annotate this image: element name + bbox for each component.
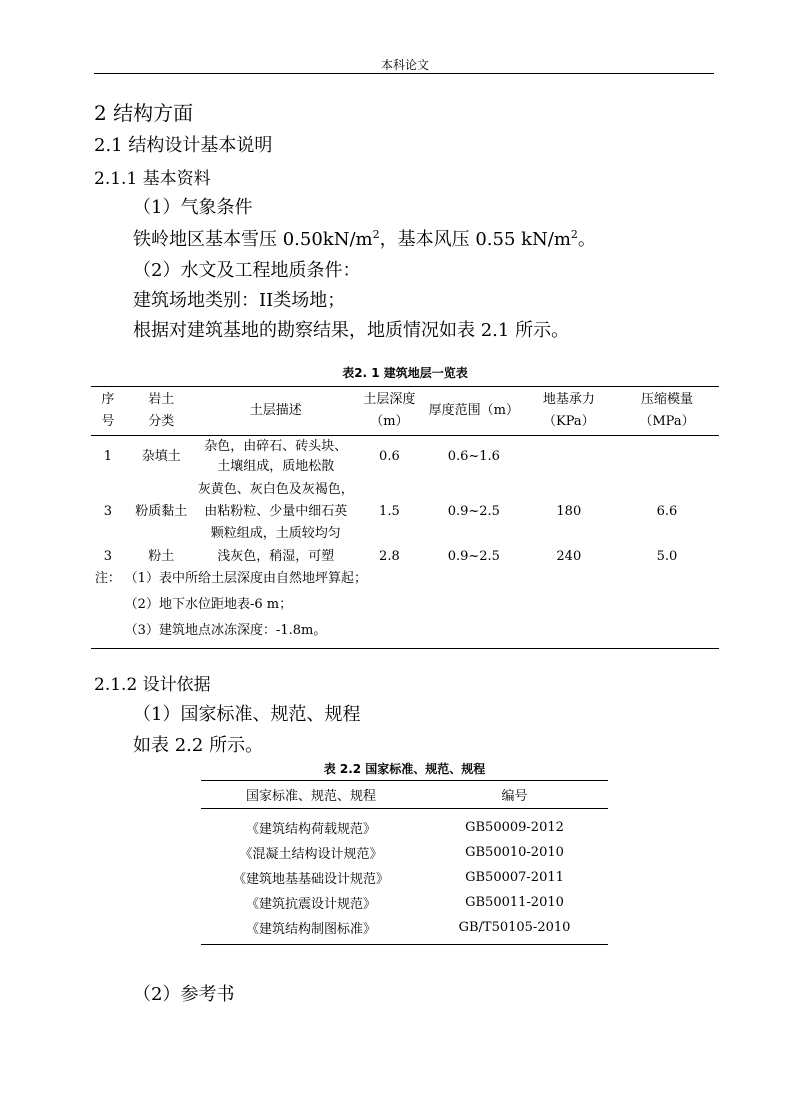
- cell-standard-code: GB50009-2012: [465, 820, 564, 835]
- paragraph-weather: （1）气象条件: [133, 197, 253, 218]
- cell-no: 3: [103, 549, 112, 564]
- col-header-no: 序 号: [91, 387, 125, 436]
- cell-soil: 粉土: [148, 549, 175, 564]
- cell-desc: 浅灰色，稍湿，可塑: [217, 549, 335, 564]
- table-row: [91, 478, 719, 546]
- table-note-row: [91, 620, 719, 649]
- cell-bearing: 180: [556, 504, 582, 519]
- header-rule: [94, 73, 714, 74]
- table-row: [201, 915, 608, 945]
- superscript-2: 2: [570, 228, 578, 241]
- cell-range: 0.9~2.5: [447, 504, 500, 519]
- subsection-heading-2-1-1: 2.1.1 基本资料: [94, 169, 211, 189]
- soil-layer-table: [91, 386, 719, 649]
- table-note-row: [91, 568, 719, 590]
- snow-pressure-text: 铁岭地区基本雪压 0.50kN/m: [133, 229, 373, 250]
- cell-standard-code: GB50007-2011: [465, 870, 564, 885]
- paragraph-see-table: 如表 2.2 所示。: [133, 735, 264, 756]
- cell-no: 3: [103, 504, 112, 519]
- standards-table: [201, 780, 608, 945]
- cell-standard-name: 《建筑结构制图标准》: [201, 915, 421, 945]
- col-header-name: 国家标准、规范、规程: [201, 781, 421, 809]
- cell-standard-code: GB/T50105-2010: [421, 915, 608, 945]
- table-row: [201, 809, 608, 841]
- cell-no: 1: [103, 449, 112, 464]
- note-3: （3）建筑地点冰冻深度：-1.8m。: [125, 620, 719, 649]
- cell-standard-code: GB50010-2010: [465, 845, 564, 860]
- cell-range: 0.9~2.5: [447, 549, 500, 564]
- cell-standard-name: 《建筑抗震设计规范》: [245, 897, 376, 912]
- chapter-heading: 2 结构方面: [94, 101, 194, 125]
- paragraph-survey: 根据对建筑基地的勘察结果，地质情况如表 2.1 所示。: [133, 320, 570, 341]
- cell-modulus: [615, 436, 719, 479]
- cell-depth: 0.6: [379, 449, 400, 464]
- cell-range: 0.6~1.6: [447, 449, 500, 464]
- superscript-2: 2: [372, 228, 380, 241]
- cell-bearing: 240: [556, 549, 582, 564]
- table-note-row: [91, 590, 719, 620]
- table2-caption: 表 2.2 国家标准、规范、规程: [323, 762, 486, 776]
- col-header-modulus: 压缩模量 （MPa）: [615, 387, 719, 436]
- cell-bearing: [523, 436, 615, 479]
- period-text: 。: [577, 229, 596, 250]
- cell-depth: 2.8: [379, 549, 400, 564]
- col-header-code: 编号: [421, 781, 608, 809]
- table-row: [201, 890, 608, 915]
- paragraph-reference-books: （2）参考书: [133, 984, 235, 1005]
- cell-standard-name: 《建筑地基基础设计规范》: [232, 872, 389, 887]
- paragraph-hydrology: （2）水文及工程地质条件：: [133, 260, 361, 281]
- cell-standard-code: GB50011-2010: [465, 895, 564, 910]
- table-header-row: [201, 781, 608, 809]
- wind-pressure-text: ，基本风压 0.55 kN/m: [379, 229, 571, 250]
- cell-standard-name: 《混凝土结构设计规范》: [239, 847, 383, 862]
- table-row: [201, 865, 608, 890]
- cell-depth: 1.5: [379, 504, 400, 519]
- col-header-depth: 土层深度 （m）: [354, 387, 425, 436]
- cell-desc: 杂色，由碎石、砖头块、 土壤组成，质地松散: [204, 439, 348, 474]
- cell-soil: 杂填土: [141, 449, 181, 464]
- table-row: [201, 840, 608, 865]
- paragraph-standards: （1）国家标准、规范、规程: [133, 704, 361, 725]
- table-row: [91, 436, 719, 479]
- paragraph-snow-wind: [133, 225, 596, 251]
- subsection-heading-2-1-2: 2.1.2 设计依据: [94, 675, 211, 695]
- table-row: [91, 546, 719, 568]
- col-header-bearing: 地基承力 （KPa）: [523, 387, 615, 436]
- col-header-desc: 土层描述: [198, 387, 354, 436]
- note-2: （2）地下水位距地表-6 m；: [124, 597, 293, 612]
- note-1: （1）表中所给土层深度由自然地坪算起；: [124, 571, 367, 586]
- col-header-soil: 岩土 分类: [125, 387, 198, 436]
- cell-modulus: 6.6: [656, 504, 678, 519]
- paragraph-site-class: 建筑场地类别：II类场地；: [133, 290, 346, 311]
- page-header-title: 本科论文: [380, 58, 429, 72]
- table-header-row: [91, 387, 719, 436]
- col-header-range: 厚度范围（m）: [425, 387, 523, 436]
- section-heading-2-1: 2.1 结构设计基本说明: [94, 135, 273, 156]
- cell-soil: 粉质黏土: [135, 504, 188, 519]
- cell-desc: 灰黄色、灰白色及灰褐色， 由粘粉粒、少量中细石英 颗粒组成，土质较均匀: [197, 482, 354, 541]
- note-label: 注：: [94, 571, 121, 586]
- cell-standard-name: 《建筑结构荷载规范》: [245, 822, 376, 837]
- cell-modulus: 5.0: [656, 549, 678, 564]
- table1-caption: 表2. 1 建筑地层一览表: [342, 366, 468, 380]
